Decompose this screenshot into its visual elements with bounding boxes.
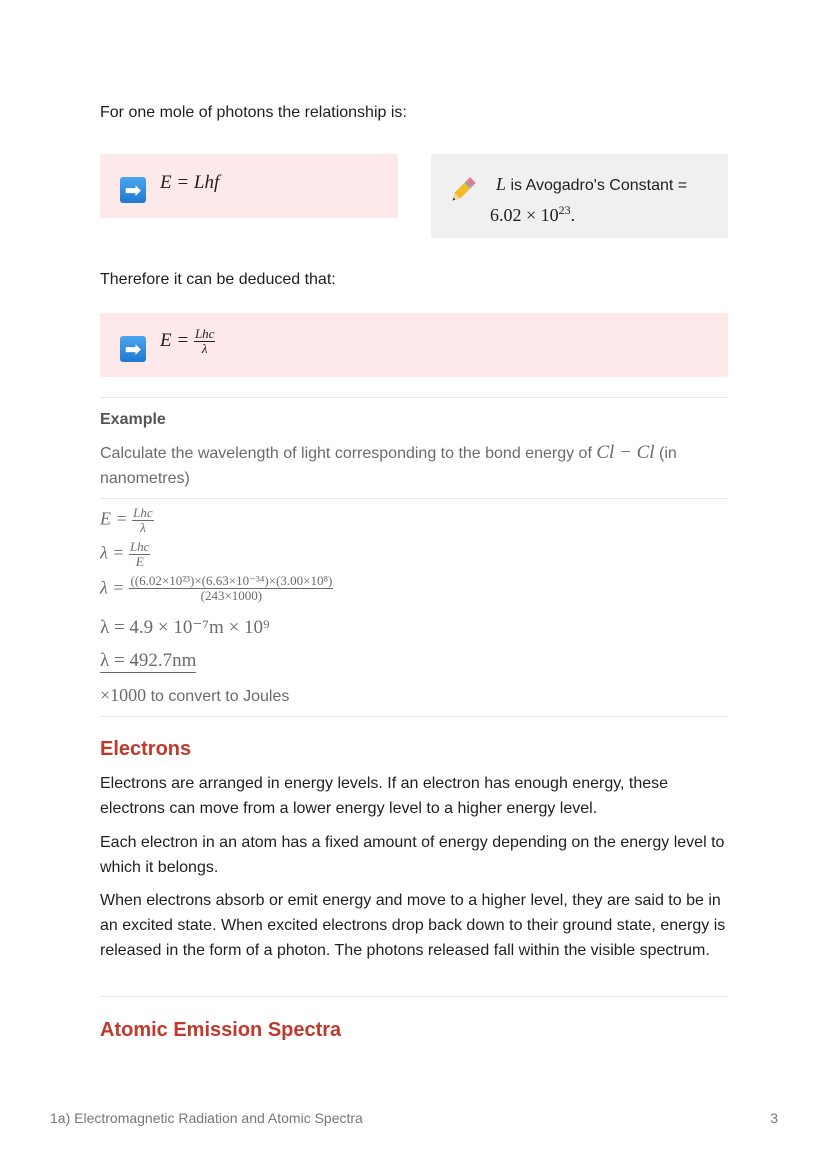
avogadro-note: [431, 154, 728, 238]
step-2: λ = $\frac{\text{Lhc}}{E}$: [100, 539, 150, 569]
divider: [100, 996, 728, 997]
divider: [100, 397, 728, 398]
step-3: λ = $\frac{\text{((6.02×10²³)×(6.63×10⁻³⁴)×(3.00×10⁸)}}{(243\times 1000)}$: [100, 573, 333, 603]
example-title: Example: [100, 411, 166, 428]
example-question: Calculate the wavelength of light corresponding to the bond energy of Cl − Cl (in nanometres): [100, 442, 677, 487]
formula-callout-2: [100, 313, 728, 377]
pencil-icon: [447, 174, 479, 206]
formula-energy-lhc-lambda: E = $\frac{\text{Lhc}}{\lambda}$: [160, 326, 215, 356]
divider: [100, 716, 728, 717]
deduce-text: Therefore it can be deduced that:: [100, 271, 336, 288]
electrons-heading: Electrons: [100, 738, 192, 760]
right-arrow-icon: ➡: [120, 177, 146, 203]
formula-energy-lhf: E = Lhf: [160, 172, 220, 193]
divider: [100, 498, 728, 499]
electrons-paragraph-1: Electrons are arranged in energy levels. If an electron has enough energy, these electrons can move from a lower energy level to a higher energy level.: [100, 775, 669, 817]
step-6-note: ×1000 to convert to Joules: [100, 685, 290, 705]
electrons-paragraph-3: When electrons absorb or emit energy and move to a higher level, they are said to be in an excited state. When excited electrons drop back down to their ground state, energy is released in the form of a photon. The photons released fall within the visible spectrum.: [100, 892, 726, 959]
footer-title: 1a) Electromagnetic Radiation and Atomic Spectra: [50, 1110, 363, 1126]
note-line-1: [490, 172, 715, 198]
step-5-answer: λ = 492.7nm: [100, 650, 197, 671]
step-1: E = $\frac{\text{Lhc}}{\lambda}$: [100, 505, 153, 535]
symbol-l: L: [496, 174, 507, 194]
page-number: 3: [770, 1110, 778, 1126]
right-arrow-icon: ➡: [120, 336, 146, 362]
avogadro-value: $6.02 \times 10^{23}$.: [490, 203, 576, 225]
electrons-paragraph-2: Each electron in an atom has a fixed amount of energy depending on the energy level to which it belongs.: [100, 834, 725, 876]
spectra-heading: Atomic Emission Spectra: [100, 1019, 342, 1041]
step-4: λ = 4.9 × 10⁻⁷m × 10⁹: [100, 617, 270, 638]
intro-text: For one mole of photons the relationship is:: [100, 104, 407, 121]
formula-callout-1: [100, 154, 398, 218]
note-text: is Avogadro's Constant =: [506, 177, 688, 194]
